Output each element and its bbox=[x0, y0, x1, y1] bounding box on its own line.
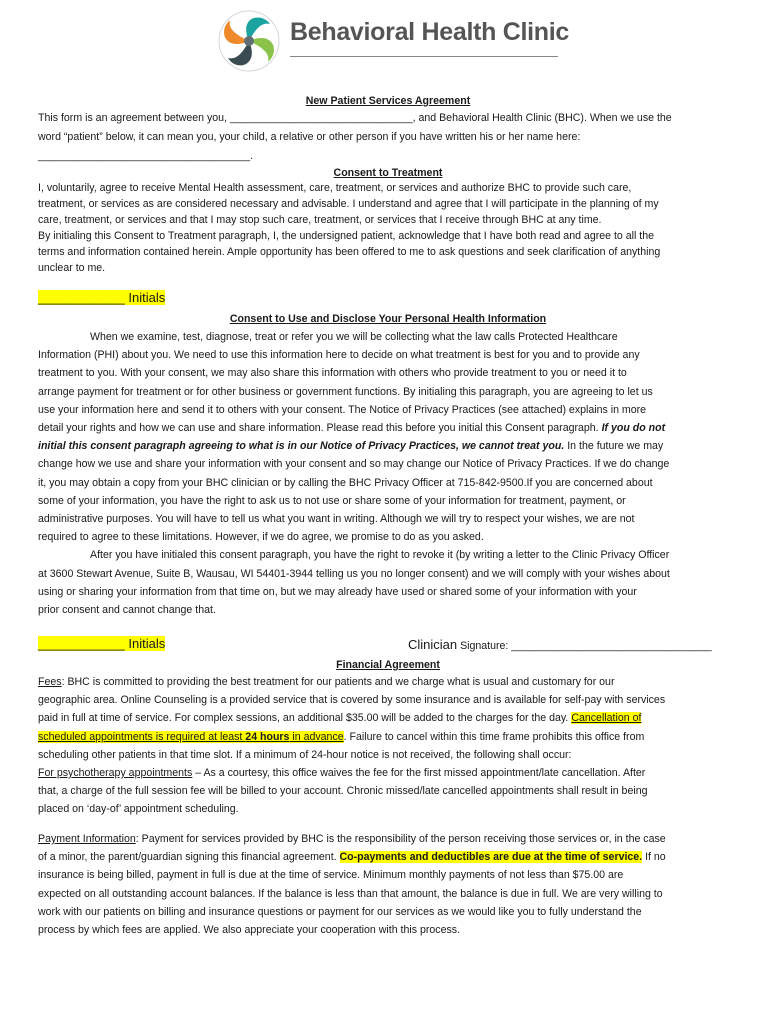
financial-line: scheduled appointments is required at least 24 hours in advance. Failure to cancel within this time frame prohibits this office from bbox=[38, 730, 645, 743]
financial-text bbox=[38, 673, 738, 819]
clinic-name: Behavioral Health Clinic bbox=[290, 18, 569, 46]
consent-phi-line: administrative purposes. You will have to tell us what you want in writing. Although we will try to respect your wishes, we are not bbox=[38, 513, 635, 526]
consent-phi-line: some of your information, you have the right to ask us to not use or share some of your information for treatment, payment, or bbox=[38, 494, 626, 507]
agreement-title: New Patient Services Agreement bbox=[305, 95, 471, 107]
consent-phi-line: detail your rights and how we can use and share information. Please read this before you initial this Consent paragraph. If you do not bbox=[38, 422, 666, 435]
consent-phi-line: change how we use and share your information with your consent and so may change our Notice of Privacy Practices. If we do change bbox=[38, 458, 670, 471]
consent-phi-line: initial this consent paragraph agreeing to what is in our Notice of Privacy Practices, we cannot treat you. In the future we may bbox=[38, 440, 664, 453]
financial-line: placed on ‘day-of’ appointment scheduling. bbox=[38, 803, 239, 816]
consent-treatment-line: treatment, or services as are considered necessary and advisable. I understand and agree that I will participate in the planning of my bbox=[38, 198, 659, 210]
initials-field-2[interactable] bbox=[38, 636, 165, 651]
signature-blank[interactable]: __________________________________ bbox=[511, 640, 712, 652]
initials-blank[interactable]: ____________ Initials bbox=[38, 290, 166, 305]
consent-phi-title: Consent to Use and Disclose Your Personal Health Information bbox=[229, 313, 547, 325]
clinician-signature-field[interactable] bbox=[408, 636, 712, 654]
consent-phi-line: it, you may obtain a copy from your BHC clinician or by calling the BHC Privacy Officer at 715-842-9500.If you are concerned about bbox=[38, 476, 653, 489]
payment-text bbox=[38, 830, 738, 939]
financial-line: Fees: BHC is committed to providing the best treatment for our patients and we charge what is usual and customary for our bbox=[38, 676, 615, 688]
consent-treatment-text bbox=[38, 180, 738, 276]
consent-phi-line: use your information here and send it to others with your consent. The Notice of Privacy Practices (see attached) explains in more bbox=[38, 403, 647, 416]
financial-line: that, a charge of the full session fee will be billed to your account. Chronic missed/late cancelled appointments shall result in being bbox=[38, 785, 648, 798]
financial-line: For psychotherapy appointments – As a courtesy, this office waives the fee for the first missed appointment/late cancellation. After bbox=[38, 767, 646, 780]
signature-label: Signature: bbox=[457, 640, 512, 652]
consent-phi-line: Information (PHI) about you. We need to use this information here to decide on what treatment is best for you and to provide any bbox=[38, 349, 640, 362]
consent-phi-line: arrange payment for treatment or for other business or government functions. By initialing this paragraph, you are agreeing to let us bbox=[38, 385, 653, 398]
consent-treatment-line: By initialing this Consent to Treatment paragraph, I, the undersigned patient, acknowledge that I have both read and agree to all the bbox=[38, 230, 655, 242]
payment-line: insurance is being billed, payment in full is due at the time of service. Minimum monthly payments of not less than $75.00 are bbox=[38, 869, 624, 882]
payment-line: Payment Information: Payment for services provided by BHC is the responsibility of the person receiving those services or, in the case bbox=[38, 833, 666, 845]
consent-treatment-line: unclear to me. bbox=[38, 262, 106, 274]
clinic-header bbox=[218, 10, 568, 76]
header-divider bbox=[290, 56, 558, 57]
consent-treatment-title: Consent to Treatment bbox=[333, 167, 443, 179]
payment-line: expected on all outstanding account balances. If the balance is less than that amount, the balance is due in full. We are very willing to bbox=[38, 887, 663, 900]
initials-blank[interactable]: ____________ Initials bbox=[38, 636, 166, 651]
intro-line-2: word “patient” below, it can mean you, your child, a relative or other person if you have written his or her name here: bbox=[38, 131, 581, 143]
payment-line: of a minor, the parent/guardian signing this financial agreement. Co-payments and deductibles are due at the time of service. If no bbox=[38, 851, 666, 864]
financial-line: geographic area. Online Counseling is a provided service that is covered by some insurance and is available for self-pay with services bbox=[38, 694, 666, 707]
consent-treatment-line: terms and information contained herein. Ample opportunity has been offered to me to ask questions and seek clarification of anything bbox=[38, 246, 661, 258]
consent-phi-line: treatment to you. With your consent, we may also share this information with others who provide treatment to you or need it to bbox=[38, 367, 627, 380]
consent-phi-line: When we examine, test, diagnose, treat or refer you we will be collecting what the law calls Protected Healthcare bbox=[90, 331, 618, 343]
financial-title: Financial Agreement bbox=[336, 659, 440, 671]
consent-phi-line: required to agree to these limitations. However, if we do agree, we promise to do as you asked. bbox=[38, 531, 484, 544]
consent-phi-line: using or sharing your information from that time on, but we may already have used or shared some of your information with your bbox=[38, 585, 637, 598]
payment-line: work with our patients on billing and insurance questions or payment for our services as we would like you to fully understand the bbox=[38, 905, 642, 918]
intro-line-1: This form is an agreement between you, _______________________________, and Behavioral Health Clinic (BHC). When we use the bbox=[38, 112, 672, 124]
financial-line: paid in full at time of service. For complex sessions, an additional $35.00 will be added to the charges for the day. Cancellation of bbox=[38, 712, 642, 725]
consent-phi-line: at 3600 Stewart Avenue, Suite B, Wausau, WI 54401-3944 telling us you no longer consent) and we will comply with your wishes about bbox=[38, 567, 670, 580]
consent-phi-line: After you have initialed this consent paragraph, you have the right to revoke it (by writing a letter to the Clinic Privacy Officer bbox=[90, 549, 670, 562]
consent-treatment-line: care, treatment, or services and that I may stop such care, treatment, or services that I receive through BHC at any time. bbox=[38, 214, 602, 226]
intro-line-3: ____________________________________. bbox=[38, 150, 254, 162]
payment-line: process by which fees are applied. We also appreciate your cooperation with this process. bbox=[38, 924, 461, 937]
clinic-logo-icon bbox=[218, 10, 280, 72]
financial-line: scheduling other patients in that time slot. If a minimum of 24-hour notice is not received, the following shall occur: bbox=[38, 748, 572, 761]
clinician-label: Clinician bbox=[408, 637, 458, 652]
consent-phi-text bbox=[38, 328, 738, 619]
initials-field-1[interactable] bbox=[38, 290, 165, 305]
consent-treatment-line: I, voluntarily, agree to receive Mental Health assessment, care, treatment, or services and authorize BHC to provide such care, bbox=[38, 182, 632, 194]
consent-phi-line: prior consent and cannot change that. bbox=[38, 604, 216, 617]
